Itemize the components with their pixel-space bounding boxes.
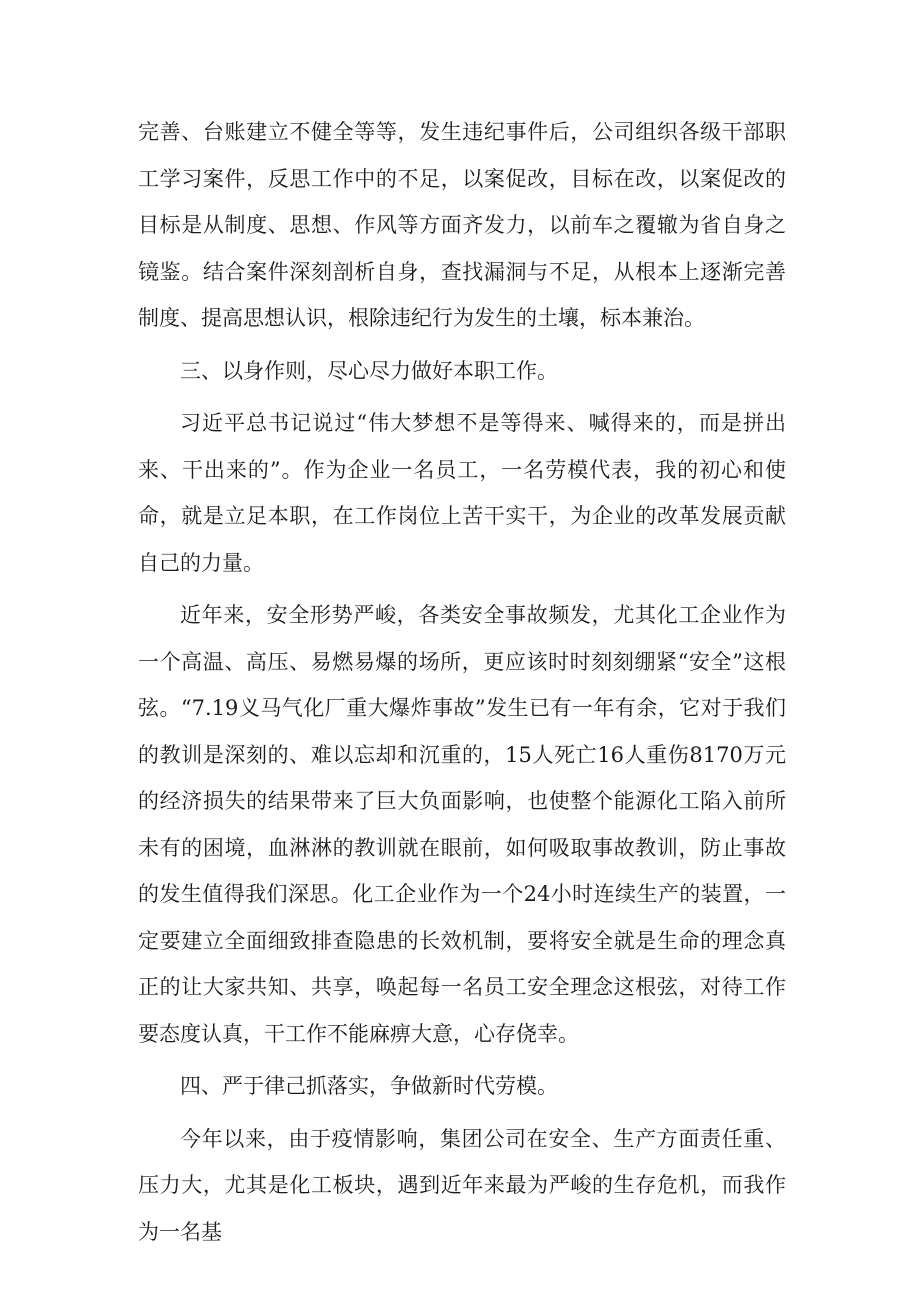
section-heading-4: 四、严于律己抓落实，争做新时代劳模。 [180, 1074, 558, 1098]
paragraph-quote: 习近平总书记说过“伟大梦想不是等得来、喊得来的，而是拼出来、干出来的”。作为企业一名员工，一名劳模代表，我的初心和使命，就是立足本职，在工作岗位上苦干实干，为企业的改革发展贡献自己的力量。 [138, 411, 786, 575]
document-body [138, 109, 786, 1255]
paragraph-safety: 近年来，安全形势严峻，各类安全事故频发，尤其化工企业作为一个高温、高压、易燃易爆的场所，更应该时时刻刻绷紧“安全”这根弦。“7.19义马气化厂重大爆炸事故”发生已有一年有余，它对于我们的教训是深刻的、难以忘却和沉重的，15人死亡16人重伤8170万元的经济损失的结果带来了巨大负面影响，也使整个能源化工陷入前所未有的困境，血淋淋的教训就在眼前，如何吸取事故教训，防止事故的发生值得我们深思。化工企业作为一个24小时连续生产的装置，一定要建立全面细致排查隐患的长效机制，要将安全就是生命的理念真正的让大家共知、共享，唤起每一名员工安全理念这根弦，对待工作要态度认真，干工作不能麻痹大意，心存侥幸。 [138, 603, 786, 1046]
paragraph-this-year: 今年以来，由于疫情影响，集团公司在安全、生产方面责任重、压力大，尤其是化工板块，遇到近年来最为严峻的生存危机，而我作为一名基 [138, 1126, 786, 1244]
section-heading-3: 三、以身作则，尽心尽力做好本职工作。 [180, 358, 558, 383]
paragraph-continuation: 完善、台账建立不健全等等，发生违纪事件后，公司组织各级干部职工学习案件，反思工作中的不足，以案促改，目标在改，以案促改的目标是从制度、思想、作风等方面齐发力，以前车之覆辙为省自身之镜鉴。结合案件深刻剖析自身，查找漏洞与不足，从根本上逐渐完善制度、提高思想认识，根除违纪行为发生的土壤，标本兼治。 [138, 120, 786, 330]
